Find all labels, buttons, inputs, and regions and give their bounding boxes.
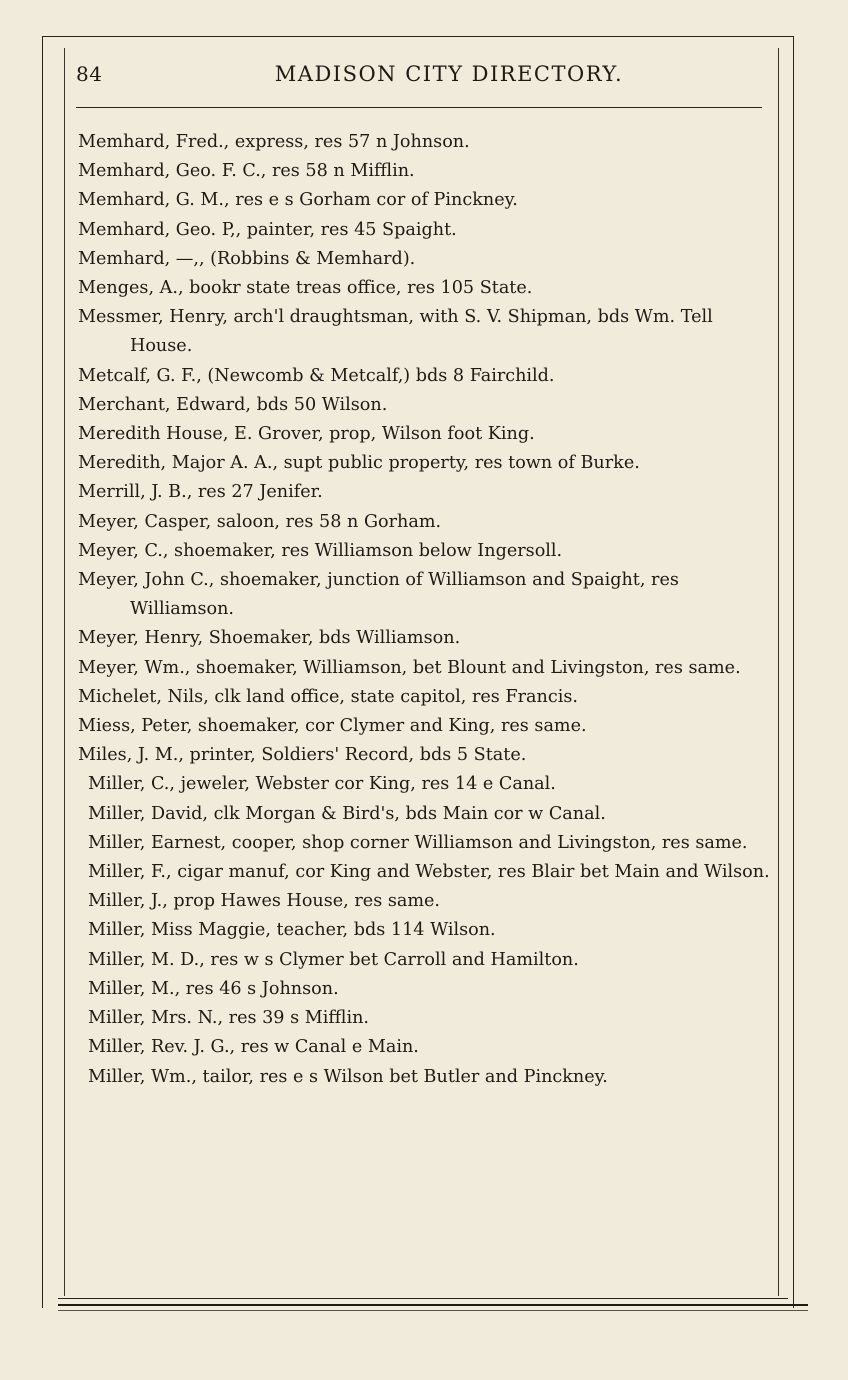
directory-entry: Miller, M. D., res w s Clymer bet Carroll and Hamilton. xyxy=(88,949,579,970)
directory-entry: Miller, Earnest, cooper, shop corner Williamson and Livingston, res same. xyxy=(88,832,748,853)
directory-entry: Miller, David, clk Morgan & Bird's, bds Main cor w Canal. xyxy=(88,803,606,824)
directory-entry: Miller, C., jeweler, Webster cor King, res 14 e Canal. xyxy=(88,774,556,795)
page-title: MADISON CITY DIRECTORY. xyxy=(274,62,624,86)
directory-entry: Miller, J., prop Hawes House, res same. xyxy=(88,891,441,912)
directory-entry: Michelet, Nils, clk land office, state capitol, res Francis. xyxy=(78,686,578,707)
directory-entry: Memhard, G. M., res e s Gorham cor of Pinckney. xyxy=(78,190,518,211)
directory-entry: Miller, Mrs. N., res 39 s Mifflin. xyxy=(88,1008,370,1029)
directory-entry: Meyer, Henry, Shoemaker, bds Williamson. xyxy=(78,628,461,649)
directory-entry: Meredith, Major A. A., supt public property, res town of Burke. xyxy=(78,453,640,474)
directory-entry: Merrill, J. B., res 27 Jenifer. xyxy=(78,482,323,503)
page-number: 84 xyxy=(76,62,103,86)
frame-left-inner-border xyxy=(64,48,65,1296)
frame-top-border xyxy=(42,36,794,37)
directory-entry: Miess, Peter, shoemaker, cor Clymer and King, res same. xyxy=(78,716,587,737)
directory-entry: Meyer, John C., shoemaker, junction of Williamson and Spaight, res Williamson. xyxy=(78,570,679,620)
directory-entry: Meredith House, E. Grover, prop, Wilson foot King. xyxy=(78,424,535,445)
directory-entry: Memhard, Geo. F. C., res 58 n Mifflin. xyxy=(78,161,415,182)
directory-entry: Merchant, Edward, bds 50 Wilson. xyxy=(78,394,388,415)
directory-entry: Memhard, Geo. P,, painter, res 45 Spaight. xyxy=(78,219,457,240)
directory-entry: Miller, F., cigar manuf, cor King and Webster, res Blair bet Main and Wilson. xyxy=(88,862,770,883)
directory-entry: Miller, Wm., tailor, res e s Wilson bet Butler and Pinckney. xyxy=(88,1066,608,1087)
directory-entry: Memhard, Fred., express, res 57 n Johnson. xyxy=(78,132,470,152)
frame-right-outer-border xyxy=(793,36,794,1308)
directory-entry: Meyer, Wm., shoemaker, Williamson, bet Blount and Livingston, res same. xyxy=(78,657,741,678)
directory-entry: Meyer, Casper, saloon, res 58 n Gorham. xyxy=(78,511,442,532)
frame-bottom-lower-rule xyxy=(58,1310,808,1311)
directory-entry: Miller, Miss Maggie, teacher, bds 114 Wilson. xyxy=(88,920,496,941)
page-header xyxy=(64,58,764,92)
frame-bottom-thick-rule xyxy=(58,1304,808,1306)
directory-entry: Menges, A., bookr state treas office, res 105 State. xyxy=(78,278,533,299)
directory-entry: Miles, J. M., printer, Soldiers' Record, bds 5 State. xyxy=(78,745,527,766)
directory-entry: Miller, M., res 46 s Johnson. xyxy=(88,978,339,999)
frame-right-inner-border xyxy=(778,48,779,1296)
directory-entry: Memhard, —,, (Robbins & Memhard). xyxy=(78,248,416,269)
header-rule xyxy=(76,107,762,108)
frame-bottom-thin-rule xyxy=(58,1298,788,1299)
directory-entry: Messmer, Henry, arch'l draughtsman, with S. V. Shipman, bds Wm. Tell House. xyxy=(78,307,713,357)
frame-left-outer-border xyxy=(42,36,43,1308)
directory-entries xyxy=(78,128,778,1092)
directory-entry: Miller, Rev. J. G., res w Canal e Main. xyxy=(88,1037,419,1058)
directory-entry: Meyer, C., shoemaker, res Williamson below Ingersoll. xyxy=(78,540,563,561)
directory-entry: Metcalf, G. F., (Newcomb & Metcalf,) bds 8 Fairchild. xyxy=(78,365,555,386)
